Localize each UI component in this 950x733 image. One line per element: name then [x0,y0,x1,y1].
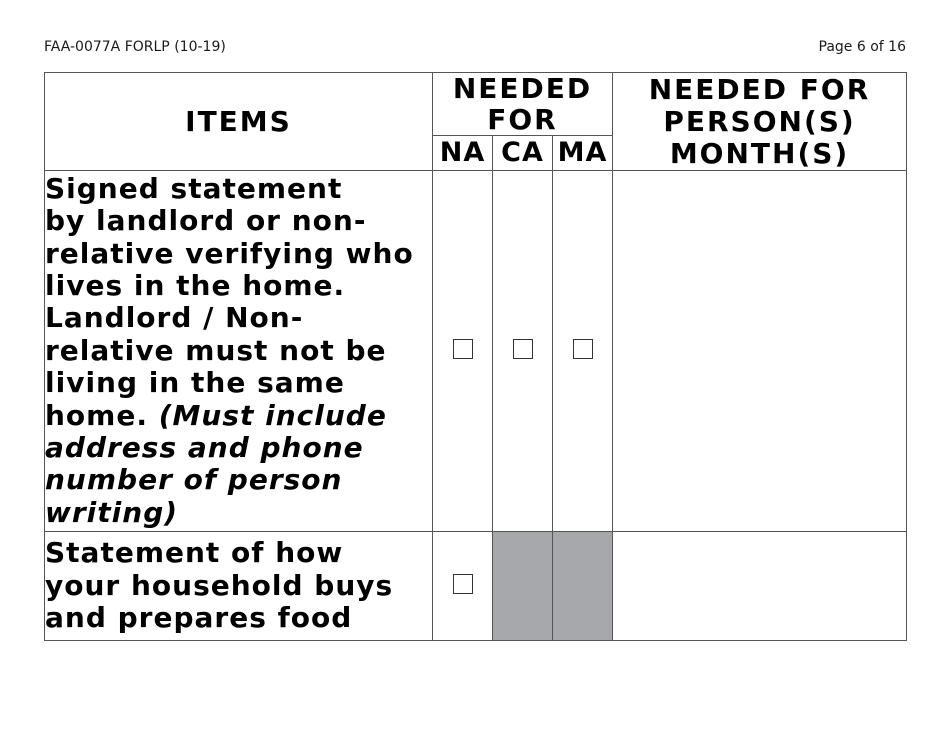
na-cell [433,171,493,532]
na-header: NA [433,136,493,171]
person-months-field[interactable] [613,532,907,641]
ma-cell-shaded [553,532,613,641]
na-checkbox[interactable] [453,339,473,359]
ca-header: CA [493,136,553,171]
person-header-line1: NEEDED FOR [648,72,871,106]
items-header: ITEMS [45,73,433,171]
na-cell [433,532,493,641]
needed-for-header [433,73,613,136]
item-description: Signed statement by landlord or non- relative verifying who lives in the home. Landlord / Non- relative must not be living in the same home. (Must include address and phone number of person writing) [45,171,433,532]
person-months-header [613,73,907,171]
item-description: Statement of how your household buys and prepares food [45,532,433,641]
ma-checkbox[interactable] [573,339,593,359]
person-header-line3: MONTH(S) [669,136,850,170]
ca-checkbox[interactable] [513,339,533,359]
ma-cell [553,171,613,532]
person-header-line2: PERSON(S) [663,104,856,138]
na-checkbox[interactable] [453,574,473,594]
ca-cell [493,171,553,532]
document-checklist-table [44,72,907,641]
page-number: Page 6 of 16 [818,39,906,55]
ca-cell-shaded [493,532,553,641]
table-row [45,171,907,532]
form-id: FAA-0077A FORLP (10-19) [44,39,226,55]
needed-for-line1: NEEDED [452,72,593,105]
table-row [45,532,907,641]
ma-header: MA [553,136,613,171]
needed-for-line2: FOR [487,103,558,136]
person-months-field[interactable] [613,171,907,532]
